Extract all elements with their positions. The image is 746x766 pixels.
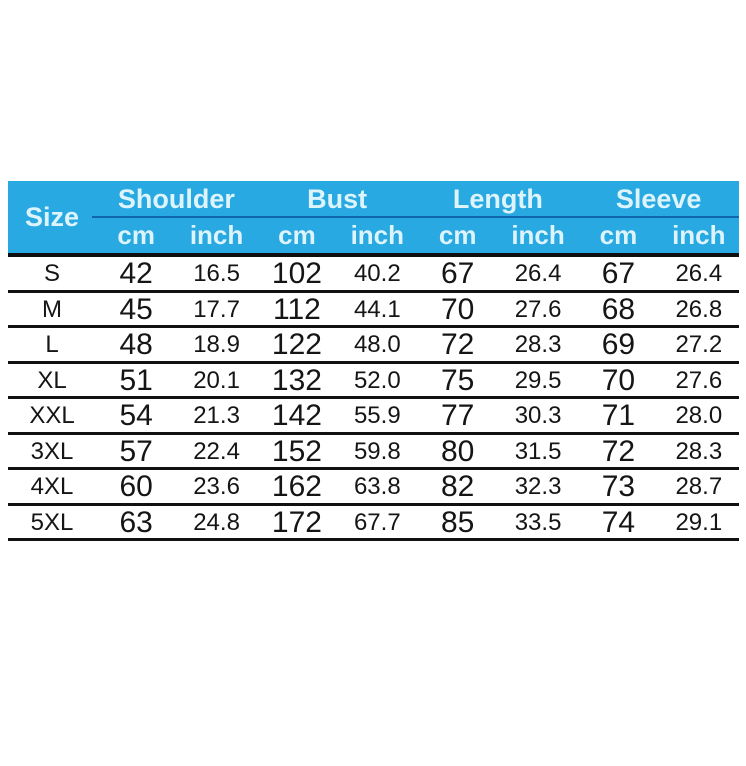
value-cell: 172 [271, 505, 322, 539]
value-cell: 26.4 [675, 260, 723, 287]
value-cell: 85 [441, 505, 475, 539]
header-divider-line [92, 216, 739, 218]
value-cell: 26.4 [514, 260, 562, 287]
value-cell: 22.4 [193, 437, 240, 465]
header-unit-cm: cm [599, 220, 638, 250]
value-cell: 70 [601, 363, 636, 397]
value-cell: 26.8 [675, 295, 723, 323]
size-cell: M [42, 295, 62, 323]
value-cell: 42 [119, 257, 153, 290]
header-group-length: Length [452, 183, 543, 214]
value-cell: 63 [119, 505, 153, 539]
value-cell: 23.6 [193, 473, 240, 500]
value-cell: 20.1 [193, 366, 240, 394]
value-cell: 82 [441, 470, 475, 503]
table-header [8, 181, 739, 257]
value-cell: 44.1 [353, 295, 401, 323]
value-cell: 59.8 [353, 437, 401, 465]
value-cell: 63.8 [353, 473, 401, 500]
size-cell: 3XL [30, 437, 74, 465]
value-cell: 24.8 [193, 508, 240, 536]
value-cell: 29.5 [514, 366, 562, 394]
header-unit-cm: cm [117, 220, 155, 250]
table-row [8, 399, 739, 435]
value-cell: 132 [271, 363, 322, 397]
value-cell: 77 [441, 399, 475, 432]
value-cell: 31.5 [514, 437, 562, 465]
size-cell: 5XL [30, 508, 74, 536]
header-group-bust: Bust [307, 183, 368, 214]
value-cell: 74 [601, 505, 636, 539]
value-cell: 45 [119, 292, 153, 326]
value-cell: 48.0 [353, 331, 401, 358]
table-row [8, 257, 739, 293]
value-cell: 30.3 [514, 402, 562, 429]
value-cell: 142 [271, 399, 322, 432]
header-unit-inch: inch [672, 220, 726, 250]
value-cell: 73 [601, 470, 636, 503]
value-cell: 162 [271, 470, 322, 503]
size-cell: S [43, 260, 60, 287]
header-unit-inch: inch [511, 220, 565, 250]
table-row [8, 470, 739, 506]
value-cell: 21.3 [193, 402, 240, 429]
size-chart-table [8, 181, 739, 541]
value-cell: 68 [601, 292, 636, 326]
header-group-sleeve: Sleeve [615, 183, 702, 214]
header-group-row [96, 181, 739, 217]
value-cell: 54 [119, 399, 153, 432]
value-cell: 122 [271, 328, 322, 361]
value-cell: 51 [119, 363, 153, 397]
table-row [8, 328, 739, 364]
value-cell: 55.9 [353, 402, 401, 429]
value-cell: 67 [601, 257, 636, 290]
size-cell: L [45, 331, 59, 358]
value-cell: 27.6 [514, 295, 562, 323]
value-cell: 75 [441, 363, 475, 397]
table-body [8, 257, 739, 541]
header-size: Size [24, 201, 80, 232]
value-cell: 28.3 [675, 437, 723, 465]
size-cell: XXL [29, 402, 75, 429]
value-cell: 72 [441, 328, 475, 361]
value-cell: 29.1 [675, 508, 723, 536]
value-cell: 28.0 [675, 402, 723, 429]
value-cell: 17.7 [193, 295, 240, 323]
value-cell: 40.2 [353, 260, 401, 287]
header-unit-cm: cm [278, 220, 316, 250]
value-cell: 112 [273, 292, 321, 326]
value-cell: 32.3 [514, 473, 562, 500]
value-cell: 33.5 [514, 508, 562, 536]
value-cell: 28.7 [675, 473, 723, 500]
header-unit-row [96, 218, 739, 253]
value-cell: 102 [271, 257, 322, 290]
value-cell: 48 [119, 328, 153, 361]
table-row [8, 435, 739, 471]
value-cell: 28.3 [514, 331, 562, 358]
header-unit-cm: cm [438, 220, 477, 250]
table-row [8, 364, 739, 400]
value-cell: 27.6 [675, 366, 723, 394]
value-cell: 60 [119, 470, 153, 503]
value-cell: 69 [601, 328, 636, 361]
value-cell: 67.7 [353, 508, 401, 536]
table-row [8, 506, 739, 542]
size-cell: 4XL [30, 473, 74, 500]
value-cell: 152 [271, 434, 322, 468]
value-cell: 52.0 [353, 366, 401, 394]
header-unit-inch: inch [189, 220, 244, 250]
value-cell: 27.2 [675, 331, 723, 358]
value-cell: 71 [601, 399, 636, 432]
header-group-shoulder: Shoulder [117, 183, 235, 214]
value-cell: 80 [441, 434, 475, 468]
header-unit-inch: inch [350, 220, 405, 250]
table-row [8, 293, 739, 329]
value-cell: 18.9 [193, 331, 240, 358]
value-cell: 67 [441, 257, 475, 290]
value-cell: 72 [601, 434, 636, 468]
value-cell: 70 [441, 292, 475, 326]
value-cell: 57 [119, 434, 153, 468]
size-cell: XL [37, 366, 67, 394]
value-cell: 16.5 [193, 260, 240, 287]
